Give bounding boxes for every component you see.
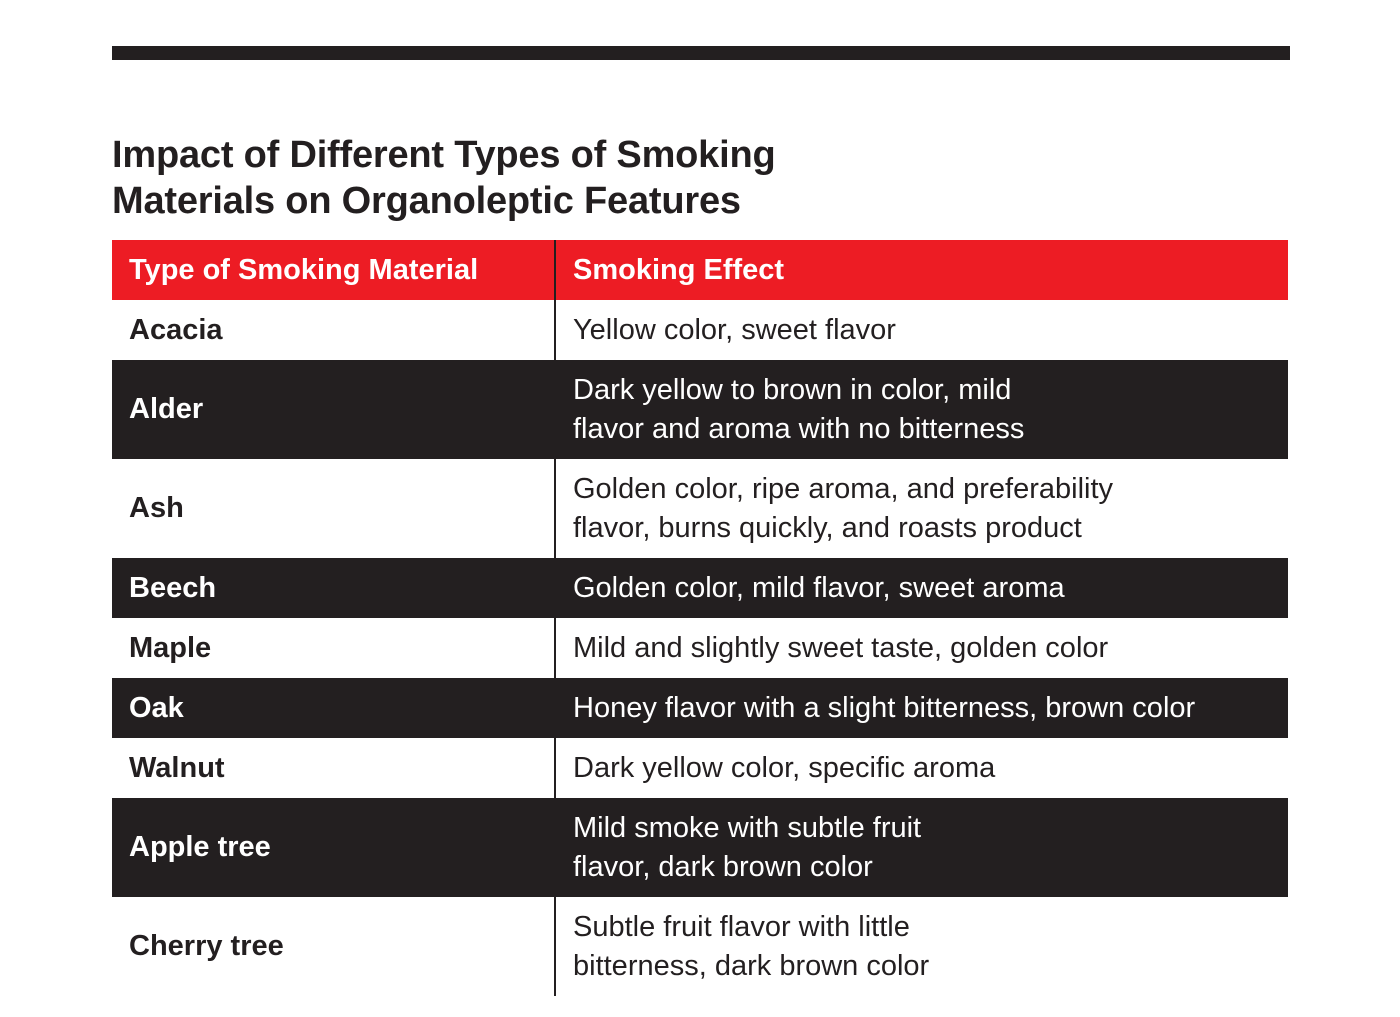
top-rule <box>112 46 1290 60</box>
effect-text: Dark yellow to brown in color, mild flavor and aroma with no bitterness <box>573 373 1025 445</box>
material-cell: Cherry tree <box>112 897 556 996</box>
page-title <box>112 132 1012 224</box>
effect-cell <box>556 459 1288 558</box>
effect-cell <box>556 738 1288 798</box>
table-row <box>112 558 1288 618</box>
table-header-row <box>112 240 1288 300</box>
effect-text: Yellow color, sweet flavor <box>573 313 896 346</box>
material-cell: Ash <box>112 459 556 558</box>
table-row <box>112 678 1288 738</box>
effect-text: Mild smoke with subtle fruit flavor, dark brown color <box>573 811 922 883</box>
table-row <box>112 897 1288 996</box>
effect-cell <box>556 897 1288 996</box>
effect-cell <box>556 798 1288 897</box>
header-material: Type of Smoking Material <box>112 240 556 300</box>
effect-cell <box>556 618 1288 678</box>
effect-text: Dark yellow color, specific aroma <box>573 751 996 784</box>
table-row <box>112 459 1288 558</box>
effect-cell <box>556 300 1288 360</box>
material-cell: Apple tree <box>112 798 556 897</box>
title-line-2: Materials on Organoleptic Features <box>112 180 741 222</box>
material-cell: Walnut <box>112 738 556 798</box>
effect-text: Mild and slightly sweet taste, golden color <box>573 631 1109 664</box>
material-cell: Maple <box>112 618 556 678</box>
table-row <box>112 798 1288 897</box>
effect-text: Golden color, ripe aroma, and preferability flavor, burns quickly, and roasts product <box>573 472 1114 544</box>
table-row <box>112 300 1288 360</box>
material-cell: Beech <box>112 558 556 618</box>
title-line-1: Impact of Different Types of Smoking <box>112 134 776 176</box>
effect-cell <box>556 678 1288 738</box>
table-row <box>112 738 1288 798</box>
material-cell: Oak <box>112 678 556 738</box>
material-cell: Acacia <box>112 300 556 360</box>
effect-text: Subtle fruit flavor with little bitterness, dark brown color <box>573 910 930 982</box>
header-effect: Smoking Effect <box>573 253 785 286</box>
effect-text: Honey flavor with a slight bitterness, brown color <box>573 691 1196 724</box>
effect-cell <box>556 558 1288 618</box>
smoking-materials-table <box>112 240 1288 996</box>
table-row <box>112 618 1288 678</box>
material-cell: Alder <box>112 360 556 459</box>
effect-text: Golden color, mild flavor, sweet aroma <box>573 571 1065 604</box>
effect-cell <box>556 360 1288 459</box>
table-row <box>112 360 1288 459</box>
